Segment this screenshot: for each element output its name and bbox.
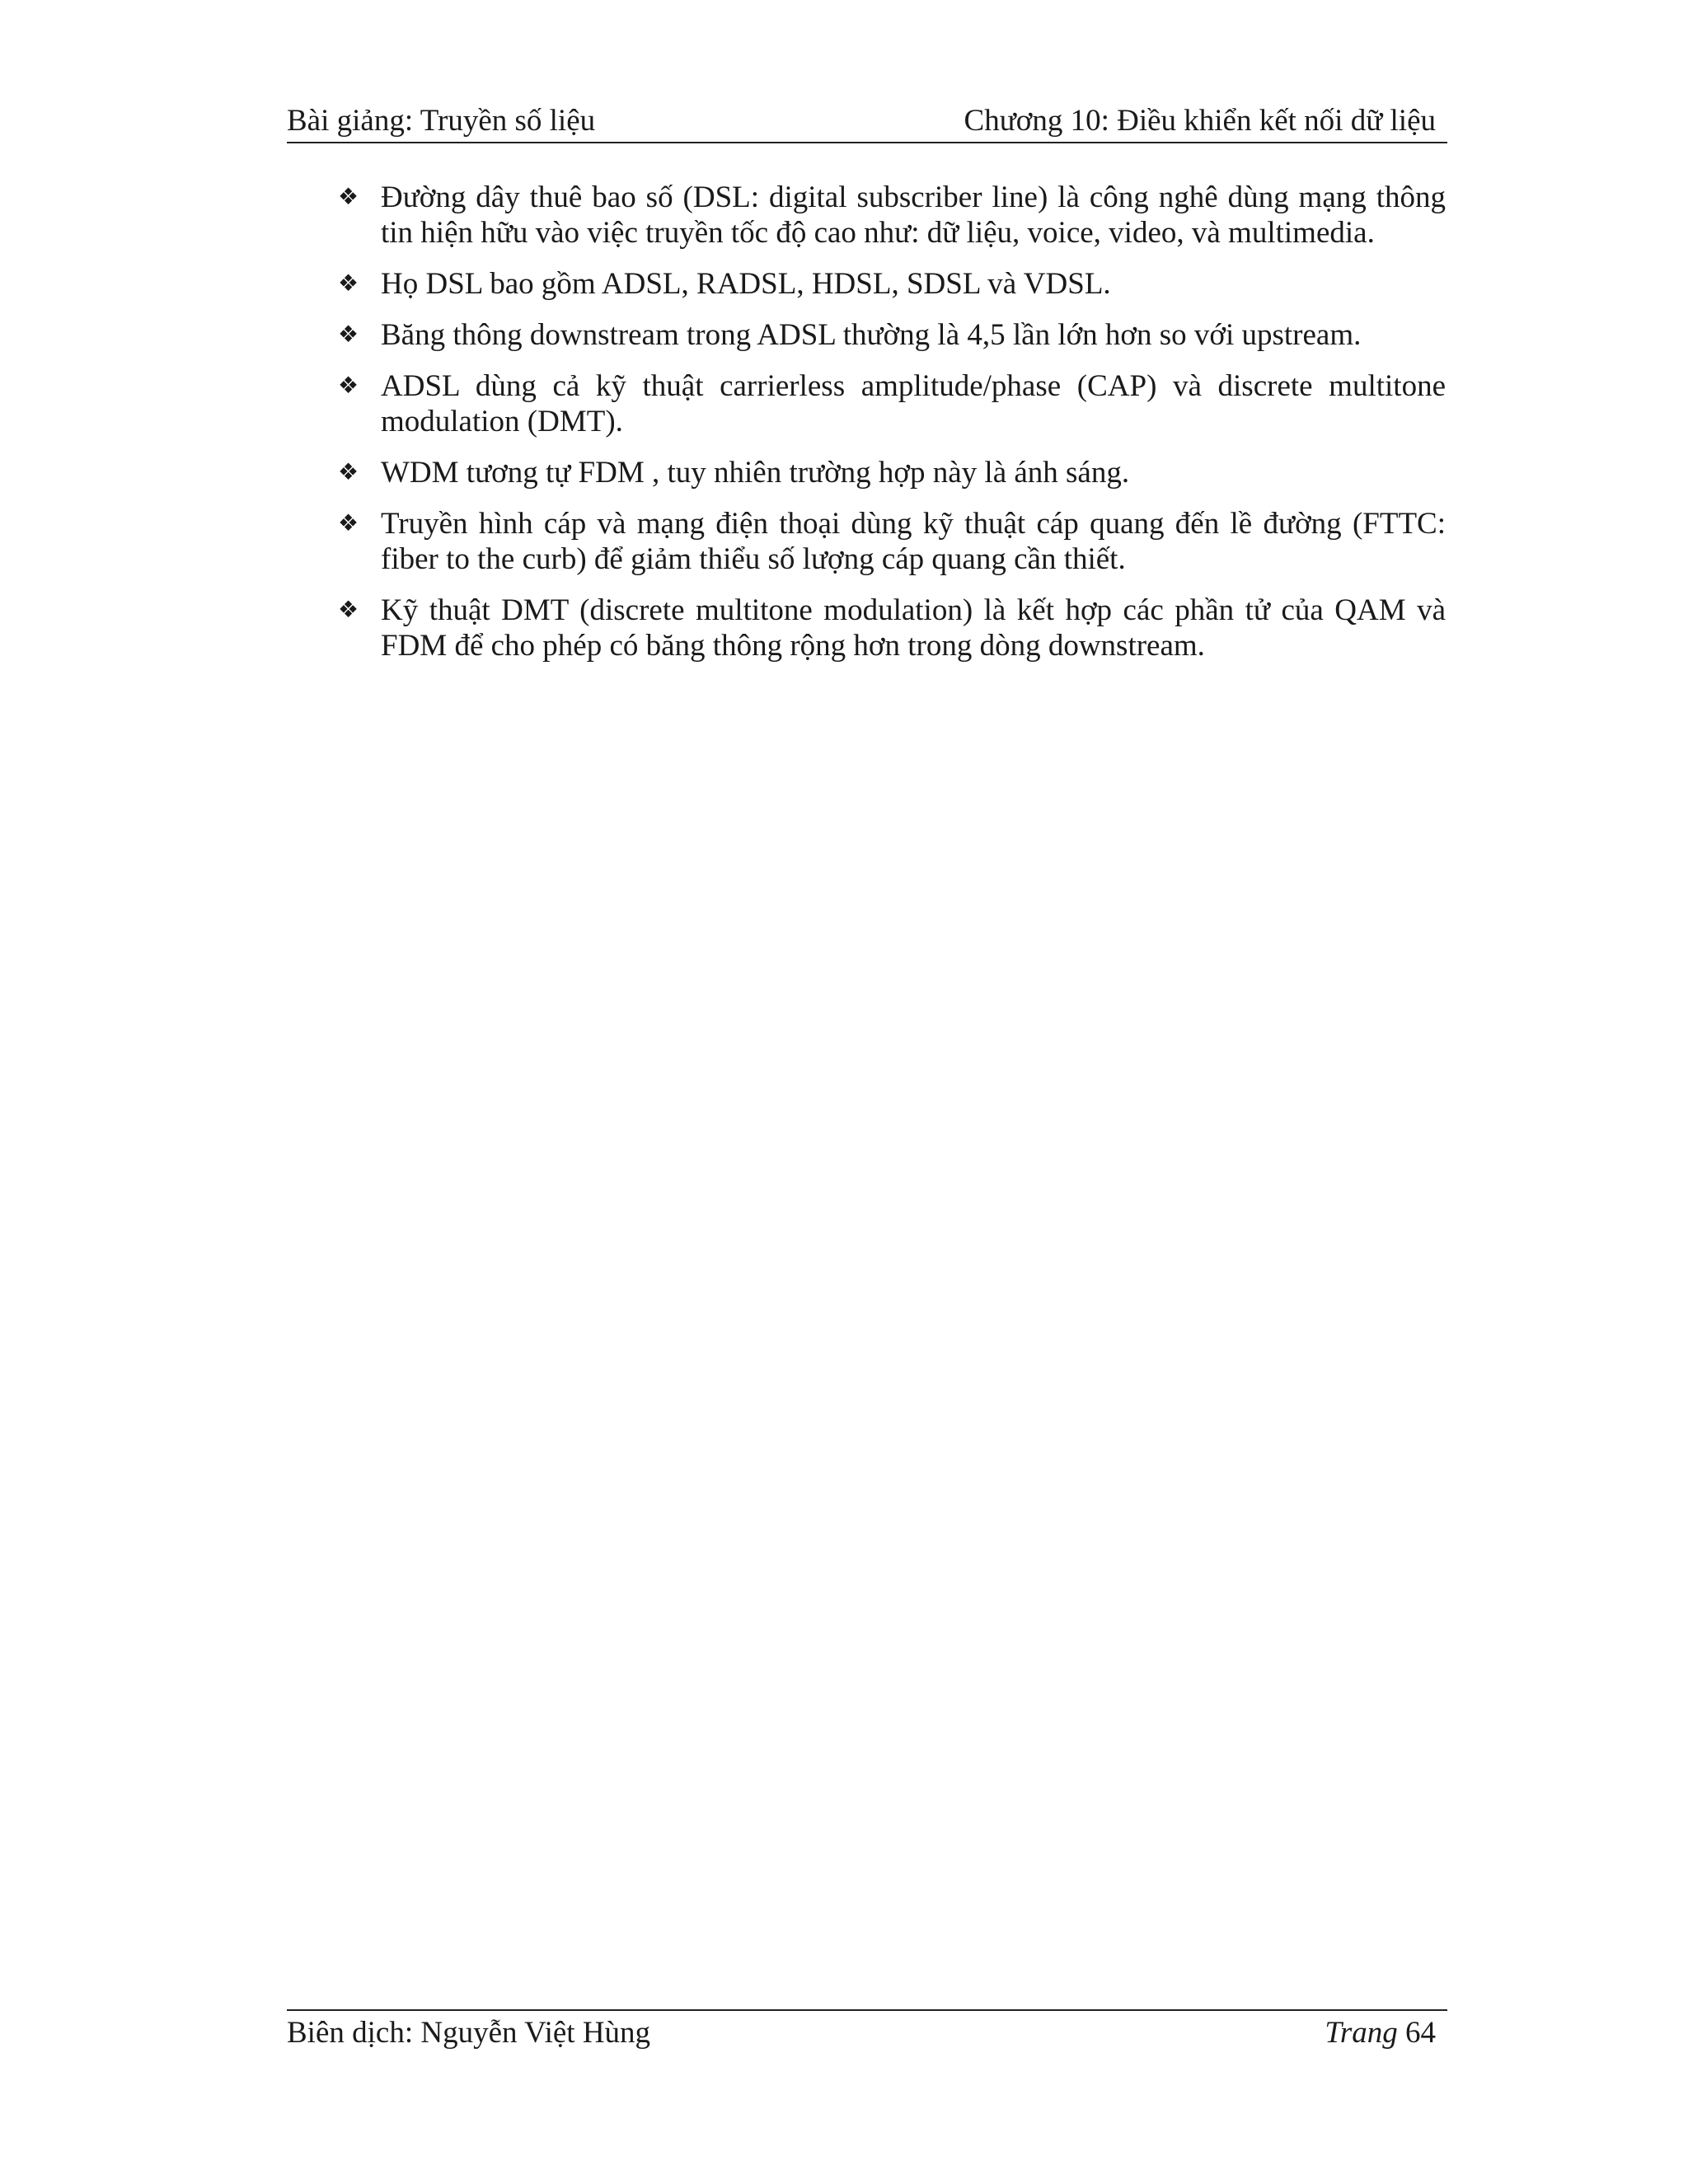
four-diamond-bullet-icon: ❖ <box>338 185 359 210</box>
four-diamond-bullet-icon: ❖ <box>338 511 359 537</box>
four-diamond-bullet-icon: ❖ <box>338 460 359 485</box>
page-footer <box>287 2009 1447 2054</box>
list-item <box>338 506 1446 577</box>
list-item-text: WDM tương tự FDM , tuy nhiên trường hợp này là ánh sáng. <box>381 456 1130 490</box>
header-chapter-title: Chương 10: Điều khiển kết nối dữ liệu <box>964 104 1436 138</box>
four-diamond-bullet-icon: ❖ <box>338 271 359 297</box>
list-item <box>338 317 1446 353</box>
footer-translator: Biên dịch: Nguyễn Việt Hùng <box>287 2016 651 2050</box>
list-item <box>338 180 1446 251</box>
list-item-text: Truyền hình cáp và mạng điện thoại dùng kỹ thuật cáp quang đến lề đường (FTTC: fiber to the curb) để giảm thiểu số lượng cáp quang cần thiết. <box>381 507 1446 576</box>
list-item <box>338 593 1446 663</box>
list-item <box>338 455 1446 490</box>
list-item-text: ADSL dùng cả kỹ thuật carrierless amplitude/phase (CAP) và discrete multitone modulation (DMT). <box>381 369 1446 438</box>
page-header <box>287 101 1447 143</box>
list-item-text: Băng thông downstream trong ADSL thường là 4,5 lần lớn hơn so với upstream. <box>381 318 1362 352</box>
four-diamond-bullet-icon: ❖ <box>338 598 359 623</box>
list-item <box>338 266 1446 302</box>
list-item-text: Đường dây thuê bao số (DSL: digital subscriber line) là công nghê dùng mạng thông tin hiện hữu vào việc truyền tốc độ cao như: dữ liệu, voice, video, và multimedia. <box>381 180 1446 250</box>
footer-page-number: 64 <box>1405 2016 1436 2050</box>
four-diamond-bullet-icon: ❖ <box>338 373 359 399</box>
list-item <box>338 368 1446 439</box>
footer-page-indicator <box>1325 2013 1436 2054</box>
list-item-text: Họ DSL bao gồm ADSL, RADSL, HDSL, SDSL và VDSL. <box>381 267 1111 301</box>
header-course-title: Bài giảng: Truyền số liệu <box>287 104 596 138</box>
bullet-list <box>338 180 1446 679</box>
footer-page-label: Trang <box>1325 2016 1398 2050</box>
four-diamond-bullet-icon: ❖ <box>338 322 359 348</box>
list-item-text: Kỹ thuật DMT (discrete multitone modulation) là kết hợp các phần tử của QAM và FDM để cho phép có băng thông rộng hơn trong dòng downstream. <box>381 593 1446 663</box>
